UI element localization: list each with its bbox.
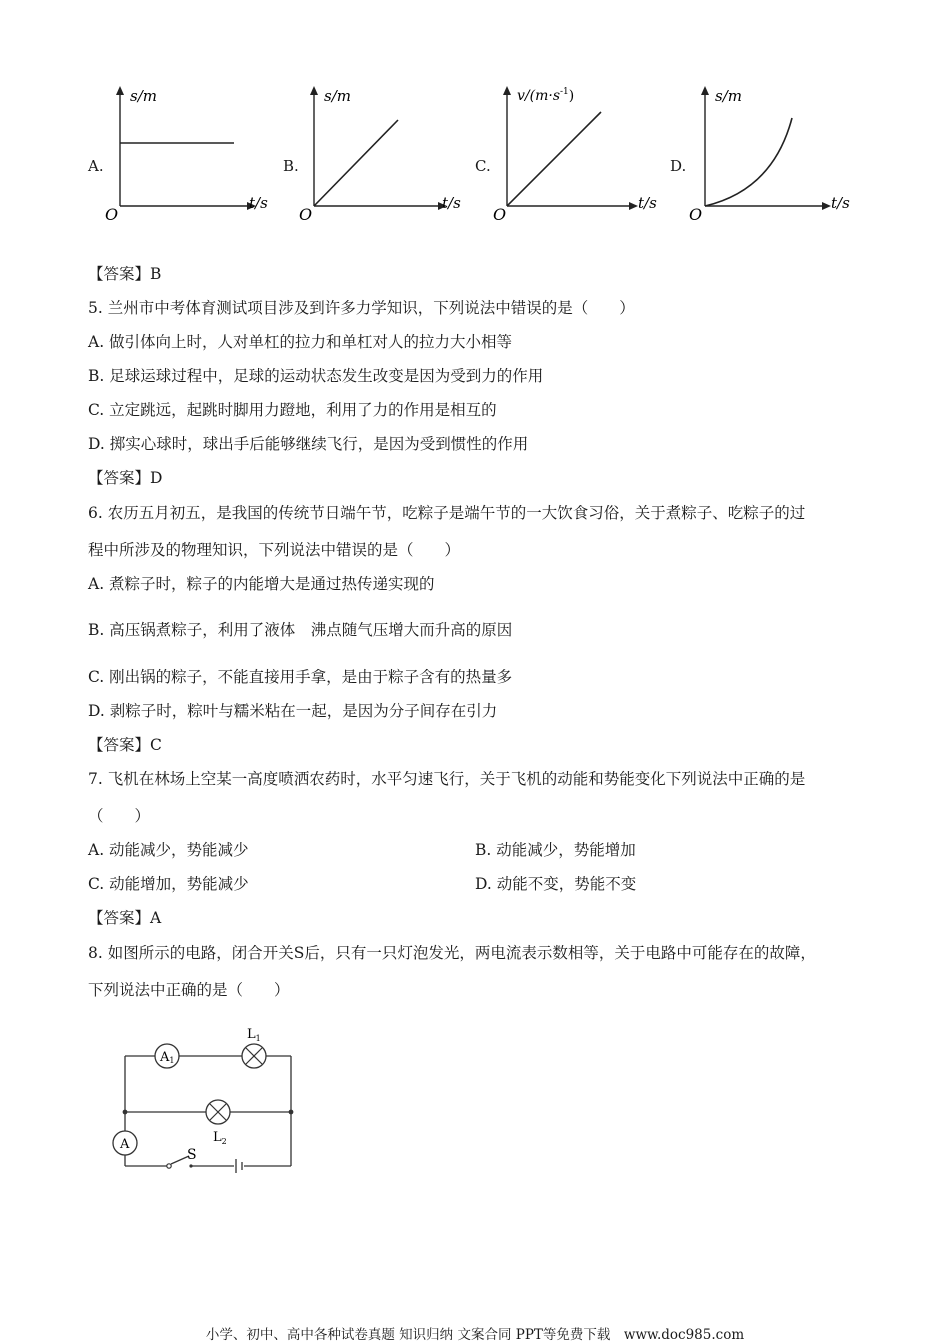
svg-text:A: A — [120, 1137, 130, 1152]
ammeter-a — [113, 1131, 137, 1155]
graph-c-option: C. — [475, 157, 491, 175]
q6-answer: 【答案】C — [88, 736, 162, 754]
svg-text:L2: $L_2$ — [213, 1130, 227, 1146]
q7-stem-line2: （ ） — [88, 807, 151, 825]
q6-option-b: B. 高压锅煮粽子，利用了液体 沸点随气压增大而升高的原因 — [88, 621, 513, 639]
q8-stem-line1: 8. 如图所示的电路，闭合开关S后，只有一只灯泡发光，两电流表示数相等，关于电路中可能存在的故障， — [88, 944, 816, 962]
graph-d-xlabel: t/s — [831, 194, 850, 212]
switch-label: S — [187, 1147, 197, 1163]
q7-stem-line1: 7. 飞机在林场上空某一高度喷洒农药时，水平匀速飞行，关于飞机的动能和势能变化下列说法中正确的是 — [88, 770, 806, 788]
graph-d — [688, 80, 868, 225]
circuit-diagram — [105, 1022, 305, 1182]
graph-b-origin: O — [299, 205, 313, 224]
q5-option-c: C. 立定跳远，起跳时脚用力蹬地，利用了力的作用是相互的 — [88, 401, 497, 419]
graph-a-origin: O — [105, 205, 119, 224]
q5-answer: 【答案】D — [88, 469, 163, 487]
graph-c-ylabel: $v/(m\cdot s^{-1})$ — [517, 87, 575, 104]
page-footer: 小学、初中、高中各种试卷真题 知识归纳 文案合同 PPT等免费下载 www.doc985.com — [205, 1327, 745, 1343]
q5-stem: 5. 兰州市中考体育测试项目涉及到许多力学知识，下列说法中错误的是（ ） — [88, 299, 635, 317]
q5-option-b: B. 足球运球过程中，足球的运动状态发生改变是因为受到力的作用 — [88, 367, 544, 385]
svg-text:A1: A1 — [160, 1050, 175, 1065]
graph-a-option: A. — [88, 157, 104, 175]
q6-option-a: A. 煮粽子时，粽子的内能增大是通过热传递实现的 — [88, 575, 435, 593]
svg-text:L1: $L_1$ — [247, 1027, 261, 1043]
graph-a-xlabel: t/s — [249, 194, 268, 212]
graph-b — [296, 80, 476, 225]
graph-d-origin: O — [689, 205, 703, 224]
graph-b-xlabel: t/s — [442, 194, 461, 212]
graph-a-ylabel: s/m — [130, 87, 157, 105]
graph-a — [100, 80, 280, 225]
graph-c-xlabel: t/s — [638, 194, 657, 212]
q4-answer: 【答案】B — [88, 265, 162, 283]
graph-c-origin: O — [493, 205, 507, 224]
q6-option-d: D. 剥粽子时，粽叶与糯米粘在一起，是因为分子间存在引力 — [88, 702, 498, 720]
q6-stem-line1: 6. 农历五月初五，是我国的传统节日端午节，吃粽子是端午节的一大饮食习俗，关于煮粽子、吃粽子的过 — [88, 504, 806, 522]
q6-stem-line2: 程中所涉及的物理知识，下列说法中错误的是（ ） — [88, 541, 461, 559]
lamp-l2 — [206, 1100, 230, 1146]
q7-option-c: C. 动能增加，势能减少 — [88, 875, 249, 893]
graph-c — [490, 80, 680, 225]
graph-d-option: D. — [670, 157, 687, 175]
q7-answer: 【答案】A — [88, 909, 162, 927]
q6-option-c: C. 刚出锅的粽子，不能直接用手拿，是由于粽子含有的热量多 — [88, 668, 513, 686]
q7-option-d: D. 动能不变，势能不变 — [475, 875, 637, 893]
graph-b-option: B. — [283, 157, 299, 175]
q7-option-a: A. 动能减少，势能减少 — [88, 841, 249, 859]
q8-stem-line2: 下列说法中正确的是（ ） — [88, 981, 290, 999]
graph-d-ylabel: s/m — [715, 87, 742, 105]
q5-option-a: A. 做引体向上时，人对单杠的拉力和单杠对人的拉力大小相等 — [88, 333, 513, 351]
graph-b-ylabel: s/m — [324, 87, 351, 105]
lamp-l1 — [242, 1027, 266, 1068]
q5-option-d: D. 掷实心球时，球出手后能够继续飞行，是因为受到惯性的作用 — [88, 435, 529, 453]
ammeter-a1 — [155, 1044, 179, 1068]
q7-option-b: B. 动能减少，势能增加 — [475, 841, 636, 859]
